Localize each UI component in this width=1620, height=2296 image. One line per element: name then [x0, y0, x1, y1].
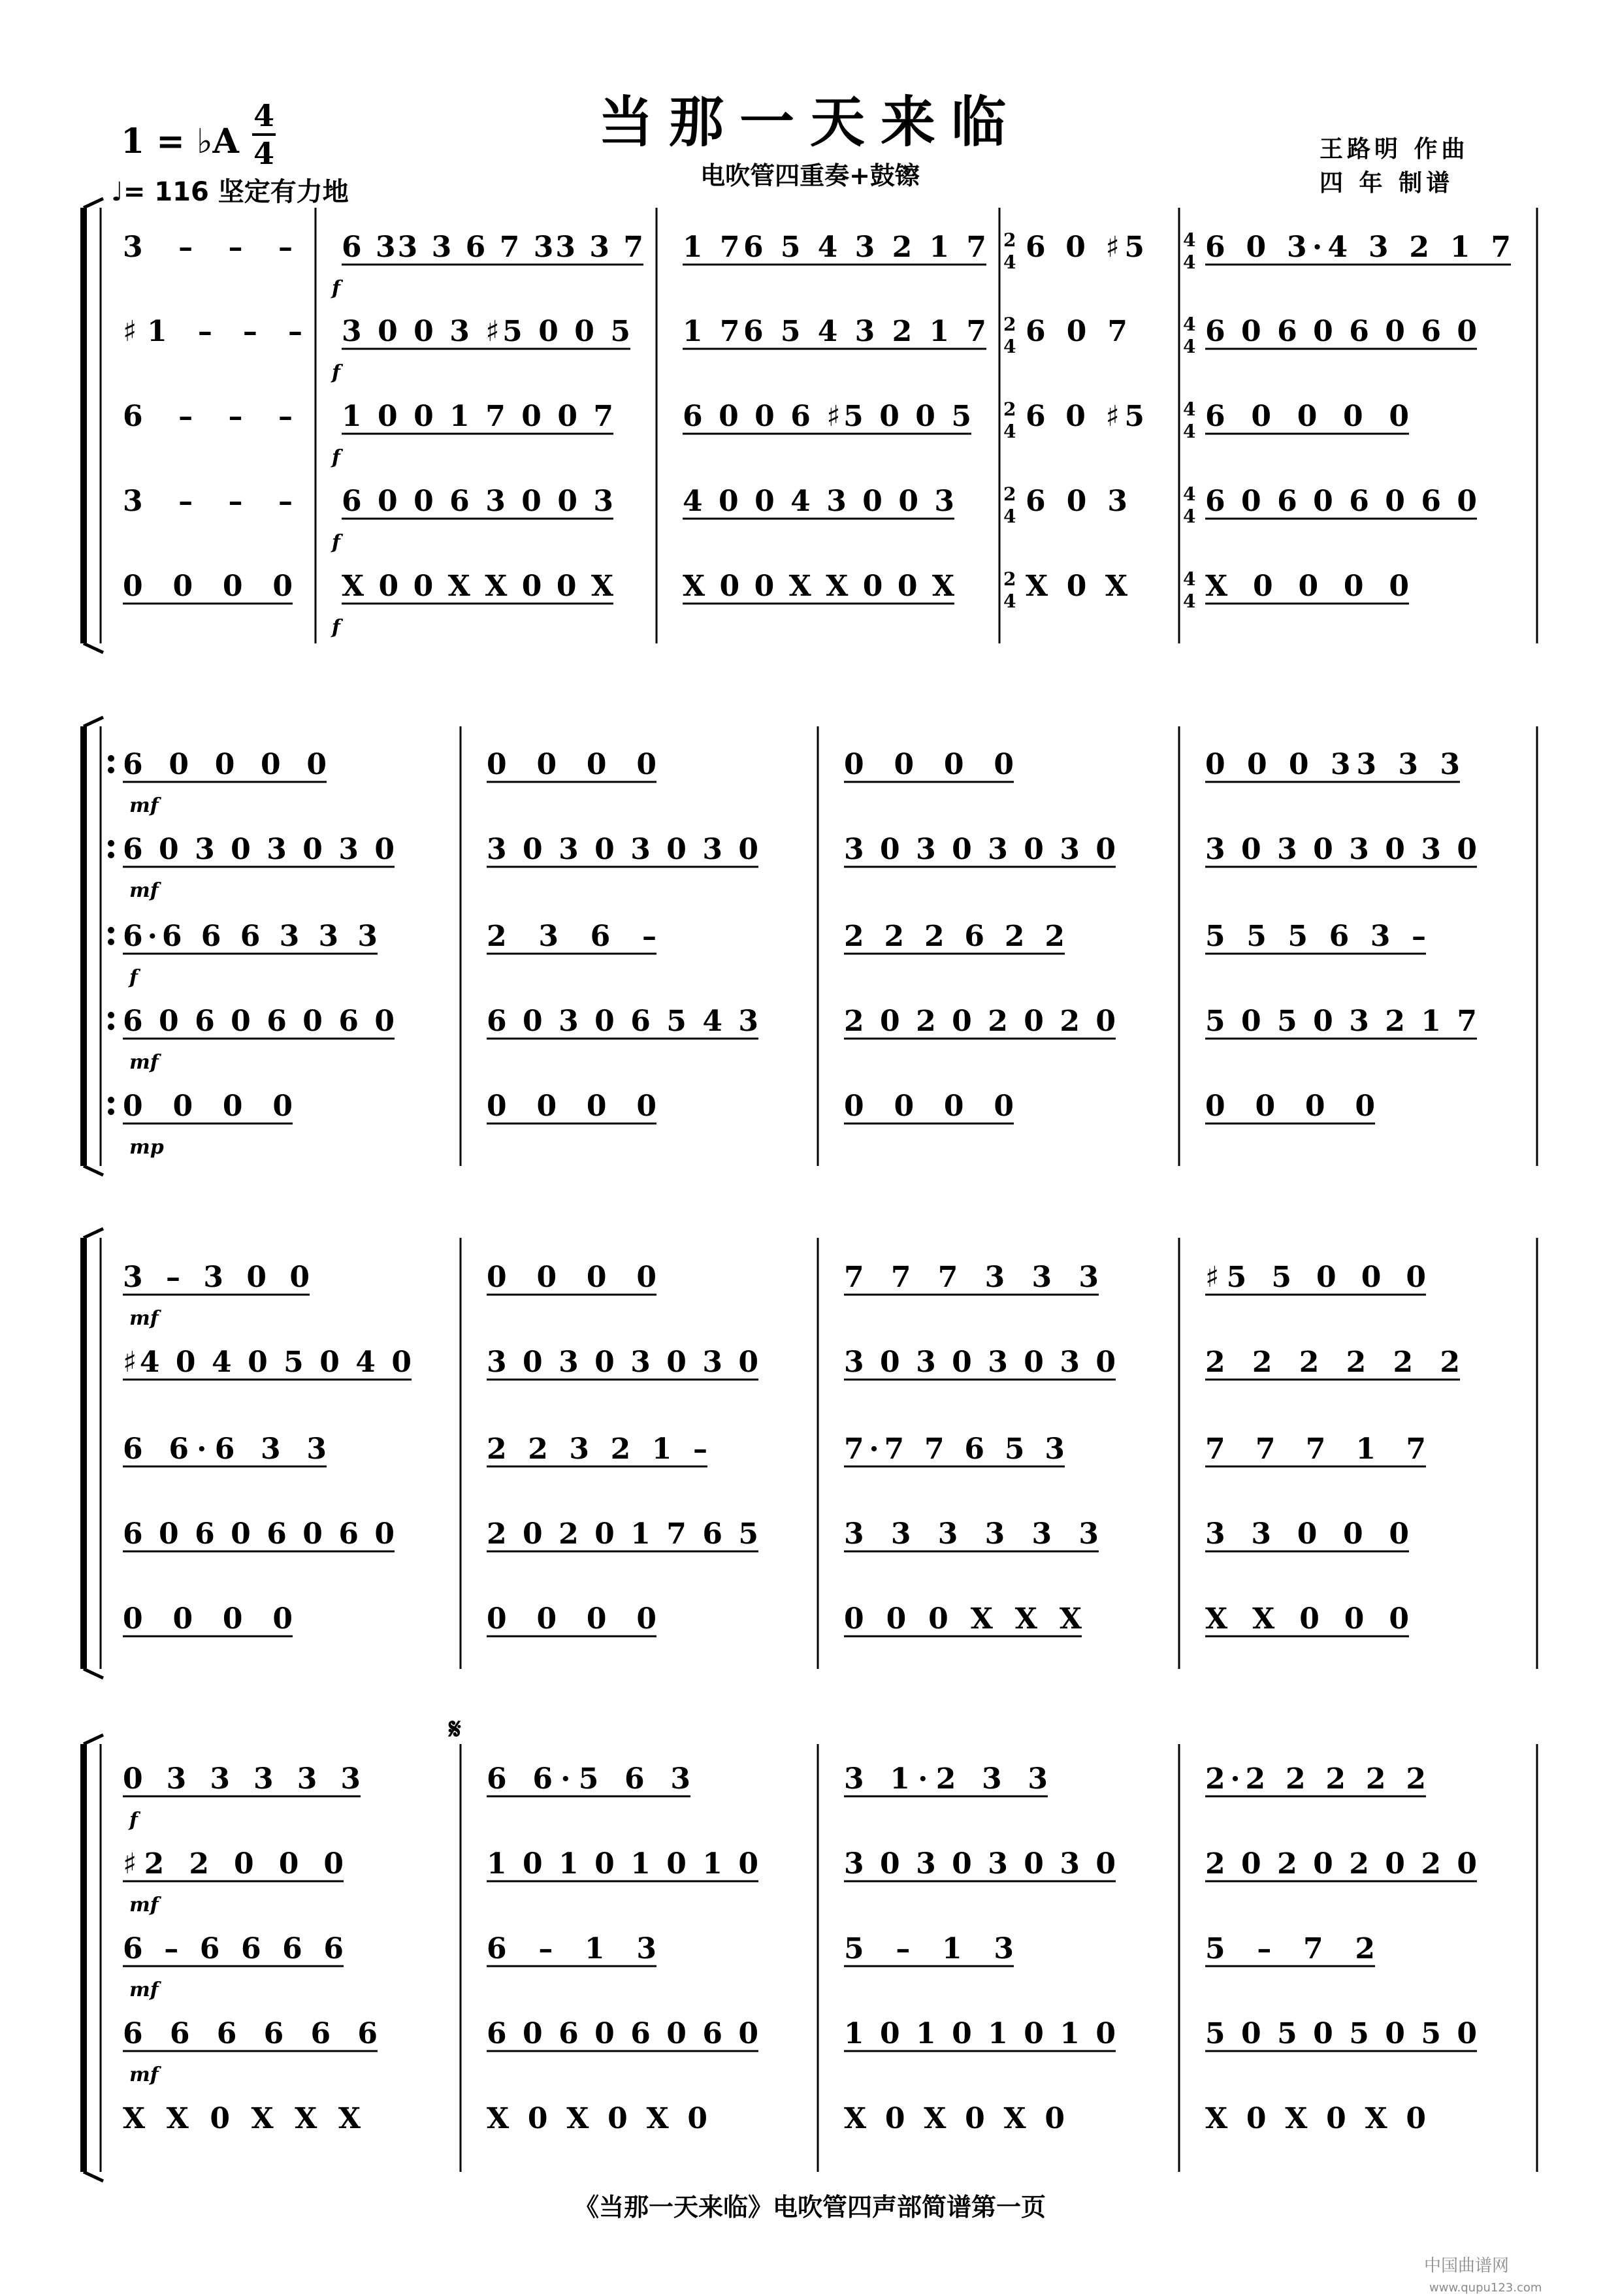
note-group: 0 3 3 3 3 3 — [123, 1762, 361, 1796]
note-group: 1 76 5 4 3 2 1 7 — [683, 231, 986, 264]
system-bracket-bottom — [84, 643, 103, 653]
note-group: 2 0 2 0 1 7 6 5 — [487, 1517, 758, 1551]
note-group: ♯4 0 4 0 5 0 4 0 — [123, 1346, 412, 1379]
dynamic-marking: mf — [129, 794, 159, 817]
time-change-bottom: 4 — [1183, 590, 1196, 612]
note-group: 2 0 2 0 2 0 2 0 — [1205, 1847, 1477, 1881]
time-change-top: 4 — [1183, 398, 1196, 420]
note-group: 6 0 3·4 3 2 1 7 — [1205, 231, 1511, 264]
repeat-dot — [108, 927, 114, 933]
arranger-credit: 四 年 制谱 — [1320, 170, 1454, 197]
note-group: 6 – 6 6 6 6 — [123, 1932, 344, 1965]
watermark — [1424, 2252, 1620, 2296]
note-group: X 0 0 X X 0 0 X — [683, 570, 954, 603]
note-group: 2 3 6 – — [487, 920, 656, 953]
time-change-top: 2 — [1003, 398, 1016, 420]
note-group: 3 3 3 3 3 3 — [844, 1517, 1099, 1551]
note-group: 2·2 2 2 2 2 — [1205, 1762, 1426, 1796]
note-group: 2 0 2 0 2 0 2 0 — [844, 1005, 1116, 1038]
note-group: X 0 X 0 X 0 — [1205, 2102, 1426, 2135]
dynamic-marking: f — [332, 277, 340, 300]
repeat-dot — [108, 852, 114, 858]
score-title: 当那一天来临 — [598, 90, 1022, 154]
note-group: 3 0 0 3 ♯5 0 0 5 — [342, 315, 630, 348]
time-signature-top: 4 — [253, 98, 274, 133]
note-group: 0 0 0 0 — [487, 1090, 656, 1123]
note-group: 1 0 0 1 7 0 0 7 — [342, 400, 613, 433]
note-group: 0 0 0 0 — [487, 748, 656, 781]
repeat-dot — [108, 840, 114, 847]
note-group: 6 0 3 — [1026, 485, 1127, 518]
note-group: 6 0 6 0 6 0 6 0 — [123, 1517, 395, 1551]
note-group: 6 0 3 0 3 0 3 0 — [123, 833, 395, 866]
dynamic-marking: mf — [129, 1979, 159, 2001]
time-change-top: 2 — [1003, 568, 1016, 590]
dynamic-marking: f — [332, 361, 340, 384]
note-group: 1 0 1 0 1 0 1 0 — [487, 1847, 758, 1881]
note-group: 5 5 5 6 3 – — [1205, 920, 1426, 953]
note-group: 0 0 0 0 — [123, 570, 293, 603]
note-group: 6 – 1 3 — [487, 1932, 656, 1965]
time-change-bottom: 4 — [1003, 421, 1016, 442]
note-group: 0 0 0 0 — [844, 1090, 1014, 1123]
note-group: 6 6·5 6 3 — [487, 1762, 690, 1796]
dynamic-marking: mf — [129, 2063, 159, 2086]
note-group: 5 – 1 3 — [844, 1932, 1014, 1965]
score-subtitle: 电吹管四重奏+鼓镲 — [700, 161, 920, 190]
note-group: 6 33 3 6 7 33 3 7 — [342, 231, 643, 264]
system-bracket-top — [84, 1229, 103, 1238]
note-group: X 0 X — [1026, 570, 1127, 603]
system-bracket-bottom — [84, 2172, 103, 2181]
note-group: 6 6·6 3 3 — [123, 1432, 327, 1466]
note-group: ♯2 2 0 0 0 — [123, 1847, 344, 1881]
dynamic-marking: f — [129, 966, 138, 989]
time-change-top: 2 — [1003, 314, 1016, 335]
note-group: 1 76 5 4 3 2 1 7 — [683, 315, 986, 348]
time-signature-bottom: 4 — [253, 136, 274, 171]
note-group: 0 0 0 0 — [123, 1602, 293, 1636]
repeat-dot — [108, 1108, 114, 1115]
system-bracket-bottom — [84, 1166, 103, 1175]
time-change-top: 4 — [1183, 483, 1196, 505]
note-group: X 0 0 X X 0 0 X — [342, 570, 613, 603]
time-change-bottom: 4 — [1183, 251, 1196, 273]
note-group: 6 0 6 0 6 0 6 0 — [1205, 485, 1477, 518]
note-group: 6 0 0 6 3 0 0 3 — [342, 485, 613, 518]
note-group: 7 7 7 3 3 3 — [844, 1261, 1099, 1294]
note-group: 3 0 3 0 3 0 3 0 — [844, 1346, 1116, 1379]
note-group: X X 0 X X X — [123, 2102, 361, 2135]
note-group: 6 0 6 0 6 0 6 0 — [1205, 315, 1477, 348]
note-group: 6 0 0 0 0 — [1205, 400, 1409, 433]
note-group: 3 3 0 0 0 — [1205, 1517, 1409, 1551]
repeat-dot — [108, 1024, 114, 1030]
note-group: 0 0 0 0 — [123, 1090, 293, 1123]
note-group: 6 6 6 6 6 6 — [123, 2017, 378, 2050]
note-group: 3 – 3 0 0 — [123, 1261, 310, 1294]
note-group: 0 0 0 0 — [487, 1261, 656, 1294]
note-group: 6 0 ♯5 — [1026, 231, 1144, 264]
time-change-top: 4 — [1183, 568, 1196, 590]
note-group: 3 0 3 0 3 0 3 0 — [487, 833, 758, 866]
note-group: X 0 X 0 X 0 — [487, 2102, 707, 2135]
note-group: 2 2 2 2 2 2 — [1205, 1346, 1460, 1379]
dynamic-marking: mf — [129, 1307, 159, 1330]
note-group: 3 – – – — [123, 231, 293, 264]
time-change-bottom: 4 — [1003, 336, 1016, 357]
note-group: X X 0 0 0 — [1205, 1602, 1409, 1636]
note-group: 7 7 7 1 7 — [1205, 1432, 1426, 1466]
note-group: 1 0 1 0 1 0 1 0 — [844, 2017, 1116, 2050]
repeat-dot — [108, 939, 114, 945]
time-change-top: 4 — [1183, 229, 1196, 251]
dynamic-marking: mp — [129, 1136, 164, 1159]
note-group: 5 – 7 2 — [1205, 1932, 1375, 1965]
note-group: 0 0 0 0 — [844, 748, 1014, 781]
note-group: 6 0 6 0 6 0 6 0 — [487, 2017, 758, 2050]
note-group: 0 0 0 X X X — [844, 1602, 1082, 1636]
note-group: 2 2 2 6 2 2 — [844, 920, 1065, 953]
dynamic-marking: f — [332, 446, 340, 469]
note-group: 0 0 0 0 — [487, 1602, 656, 1636]
time-change-bottom: 4 — [1003, 590, 1016, 612]
note-group: 7·7 7 6 5 3 — [844, 1432, 1065, 1466]
repeat-dot — [108, 1012, 114, 1018]
repeat-dot — [108, 1097, 114, 1103]
watermark-url: www.qupu123.com — [1429, 2281, 1542, 2295]
composer-credit: 王路明 作曲 — [1320, 136, 1469, 163]
dynamic-marking: f — [332, 531, 340, 554]
repeat-dot — [108, 767, 114, 773]
system-bracket-top — [84, 717, 103, 726]
note-group: 6 0 3 0 6 5 4 3 — [487, 1005, 758, 1038]
note-group: 3 1·2 3 3 — [844, 1762, 1048, 1796]
time-change-bottom: 4 — [1003, 251, 1016, 273]
segno-sign: 𝄋 — [449, 1713, 461, 1746]
system-bracket-top — [84, 199, 103, 208]
time-change-bottom: 4 — [1183, 506, 1196, 527]
note-group: 2 2 3 2 1 – — [487, 1432, 707, 1466]
dynamic-marking: f — [129, 1809, 138, 1832]
note-group: 3 0 3 0 3 0 3 0 — [1205, 833, 1477, 866]
note-group: 6 0 ♯5 — [1026, 400, 1144, 433]
note-group: 0 0 0 0 — [1205, 1090, 1375, 1123]
dynamic-marking: mf — [129, 1051, 159, 1074]
note-group: 6 – – – — [123, 400, 293, 433]
note-group: 3 0 3 0 3 0 3 0 — [844, 1847, 1116, 1881]
note-group: X 0 0 0 0 — [1205, 570, 1409, 603]
time-change-bottom: 4 — [1183, 336, 1196, 357]
note-group: 6 0 7 — [1026, 315, 1127, 348]
time-change-top: 2 — [1003, 483, 1016, 505]
note-group: 3 0 3 0 3 0 3 0 — [844, 833, 1116, 866]
key-signature: 1 = ♭A — [121, 121, 239, 161]
page-footer: 《当那一天来临》电吹管四声部简谱第一页 — [574, 2193, 1046, 2222]
note-group: 6 0 0 0 0 — [123, 748, 327, 781]
dynamic-marking: mf — [129, 879, 159, 902]
note-group: ♯5 5 0 0 0 — [1205, 1261, 1426, 1294]
note-group: 5 0 5 0 5 0 5 0 — [1205, 2017, 1477, 2050]
watermark-main: 中国曲谱网 — [1424, 2256, 1510, 2276]
repeat-dot — [108, 755, 114, 762]
note-group: 3 – – – — [123, 485, 293, 518]
note-group: 4 0 0 4 3 0 0 3 — [683, 485, 954, 518]
note-group: 6 0 6 0 6 0 6 0 — [123, 1005, 395, 1038]
note-group: 6·6 6 6 3 3 3 — [123, 920, 378, 953]
time-change-top: 2 — [1003, 229, 1016, 251]
note-group: X 0 X 0 X 0 — [844, 2102, 1065, 2135]
note-group: 3 0 3 0 3 0 3 0 — [487, 1346, 758, 1379]
time-change-bottom: 4 — [1183, 421, 1196, 442]
note-group: 5 0 5 0 3 2 1 7 — [1205, 1005, 1477, 1038]
note-group: ♯1 – – – — [123, 315, 302, 348]
dynamic-marking: mf — [129, 1894, 159, 1916]
system-bracket-top — [84, 1735, 103, 1744]
note-group: 0 0 0 33 3 3 — [1205, 748, 1460, 781]
dynamic-marking: f — [332, 616, 340, 639]
tempo-marking: ♩= 116 坚定有力地 — [111, 177, 349, 207]
time-change-bottom: 4 — [1003, 506, 1016, 527]
time-change-top: 4 — [1183, 314, 1196, 335]
system-bracket-bottom — [84, 1669, 103, 1678]
note-group: 6 0 0 6 ♯5 0 0 5 — [683, 400, 971, 433]
